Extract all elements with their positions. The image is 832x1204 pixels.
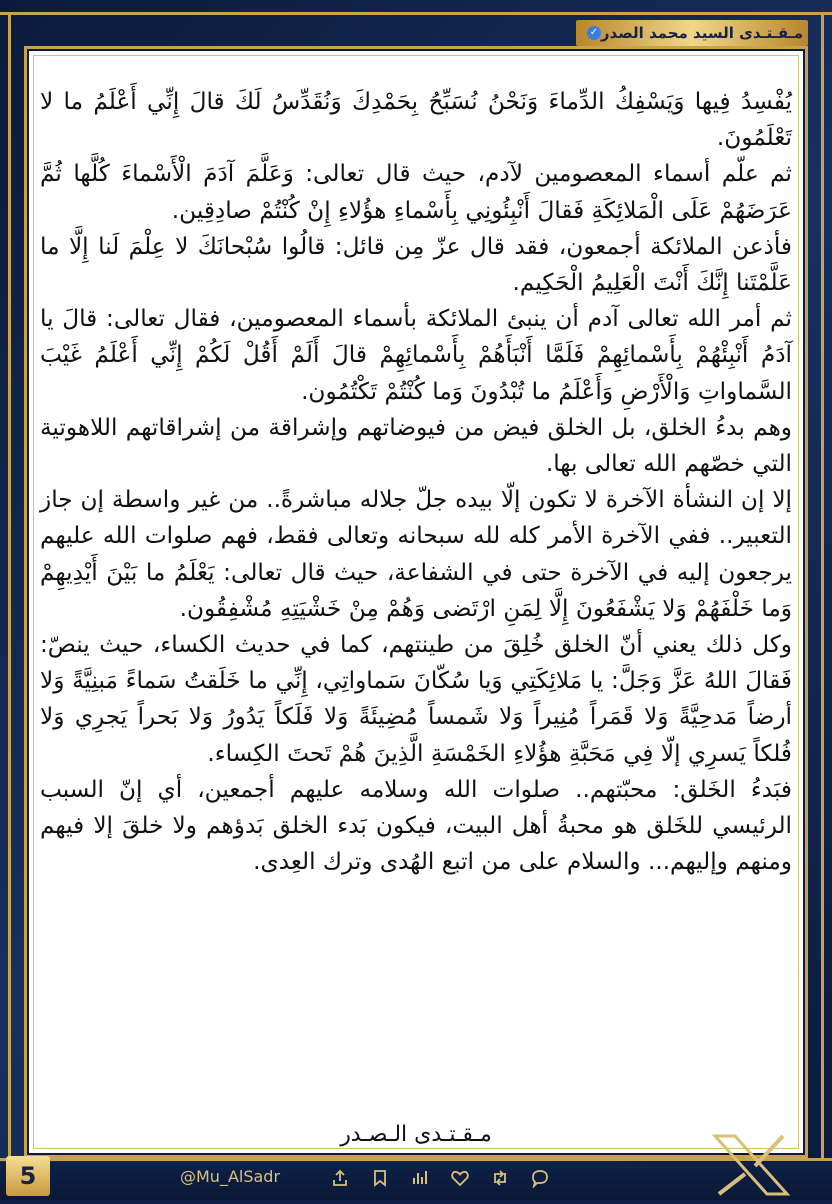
like-icon[interactable] (450, 1168, 470, 1188)
article-body (40, 84, 792, 880)
account-handle[interactable]: @Mu_AlSadr (180, 1167, 281, 1186)
left-gold-rule (8, 12, 11, 1160)
author-name: مـقـتـدى السيد محمد الصدر (600, 24, 804, 42)
paragraph: فبَدءُ الخَلق: محبّتهم.. صلوات الله وسلامه عليهم أجمعين، أي إنّ السبب الرئيسي للخَلق هو محبةُ أهل البيت، فيكون بَدء الخلق بَدؤهم ولا خلقَ إلا فيهم ومنهم وإليهم... والسلام على من اتبع الهُدى وترك العِدى. (40, 775, 792, 876)
paragraph: وهم بدءُ الخلق، بل الخلق فيض من فيوضاتهم وإشراقة من إشراقاتهم اللاهوتية التي خصّهم الله تعالى بها. (40, 413, 792, 478)
share-icon[interactable] (330, 1168, 350, 1188)
signature: مـقـتـدى الـصـدر (340, 1122, 492, 1147)
page-number-badge (6, 1156, 50, 1196)
paragraph: فأذعن الملائكة أجمعون، فقد قال عزّ مِن قائل: قالُوا سُبْحانَكَ لا عِلْمَ لَنا إِلَّا ما عَلَّمْتَنا إِنَّكَ أَنْتَ الْعَلِيمُ الْحَكِيم. (40, 232, 792, 297)
views-icon[interactable] (410, 1168, 430, 1188)
reply-icon[interactable] (530, 1168, 550, 1188)
paragraph: يُفْسِدُ فِيها وَيَسْفِكُ الدِّماءَ وَنَحْنُ نُسَبِّحُ بِحَمْدِكَ وَنُقَدِّسُ لَكَ قالَ إِنِّي أَعْلَمُ ما لا تَعْلَمُونَ. (40, 88, 792, 152)
x-logo (695, 1128, 805, 1200)
paragraph: ثم علّم أسماء المعصومين لآدم، حيث قال تعالى: وَعَلَّمَ آدَمَ الْأَسْماءَ كُلَّها ثُمَّ عَرَضَهُمْ عَلَى الْمَلائِكَةِ فَقالَ أَنْبِئُونِي بِأَسْماءِ هؤُلاءِ إِنْ كُنْتُمْ صادِقِين. (40, 160, 792, 224)
paragraph: وكل ذلك يعني أنّ الخلق خُلِقَ من طينتهم، كما في حديث الكساء، حيث ينصّ: فَقالَ اللهُ عَزَّ وَجَلَّ: يا مَلائِكَتِي وَيا سُكّانَ سَماواتِي، إِنِّي ما خَلَقتُ سَماءً مَبنِيَّةً وَلا أرضاً مَدحِيَّةً وَلا قَمَراً مُنِيراً وَلا شَمساً مُضِيئَةً وَلا فَلَكاً يَدُورُ وَلا بَحراً يَجرِي وَلا فُلكاً يَسرِي إلّا فِي مَحَبَّةِ هؤُلاءِ الخَمْسَةِ الَّذِينَ هُمْ تَحتَ الكِساء. (40, 631, 792, 767)
top-gold-rule (0, 12, 832, 15)
right-gold-rule (821, 12, 824, 1160)
paragraph: ثم أمر الله تعالى آدم أن ينبئ الملائكة بأسماء المعصومين، فقال تعالى: قالَ يا آدَمُ أَنْبِئْهُمْ بِأَسْمائِهِمْ فَلَمَّا أَنْبَأَهُمْ بِأَسْمائِهِمْ قالَ أَلَمْ أَقُلْ لَكُمْ إِنِّي أَعْلَمُ غَيْبَ السَّماواتِ وَالْأَرْضِ وَأَعْلَمُ ما تُبْدُونَ وَما كُنْتُمْ تَكْتُمُون. (40, 305, 792, 405)
paragraph: إلا إن النشأة الآخرة لا تكون إلّا بيده جلّ جلاله مباشرةً.. من غير واسطة إن جاز التعبير.. ففي الآخرة الأمر كله لله سبحانه وتعالى فقط، فهم صلوات الله عليهم يرجعون إليه في الآخرة حتى في الشفاعة، حيث قال تعالى: يَعْلَمُ ما بَيْنَ أَيْدِيهِمْ وَما خَلْفَهُمْ وَلا يَشْفَعُونَ إِلَّا لِمَنِ ارْتَضى وَهُمْ مِنْ خَشْيَتِهِ مُشْفِقُون. (40, 486, 792, 622)
verified-badge-icon: ✓ (587, 26, 601, 40)
retweet-icon[interactable] (490, 1168, 510, 1188)
post-actions (330, 1166, 550, 1190)
author-banner (576, 20, 808, 46)
page-number: 5 (19, 1162, 37, 1190)
bookmark-icon[interactable] (370, 1168, 390, 1188)
